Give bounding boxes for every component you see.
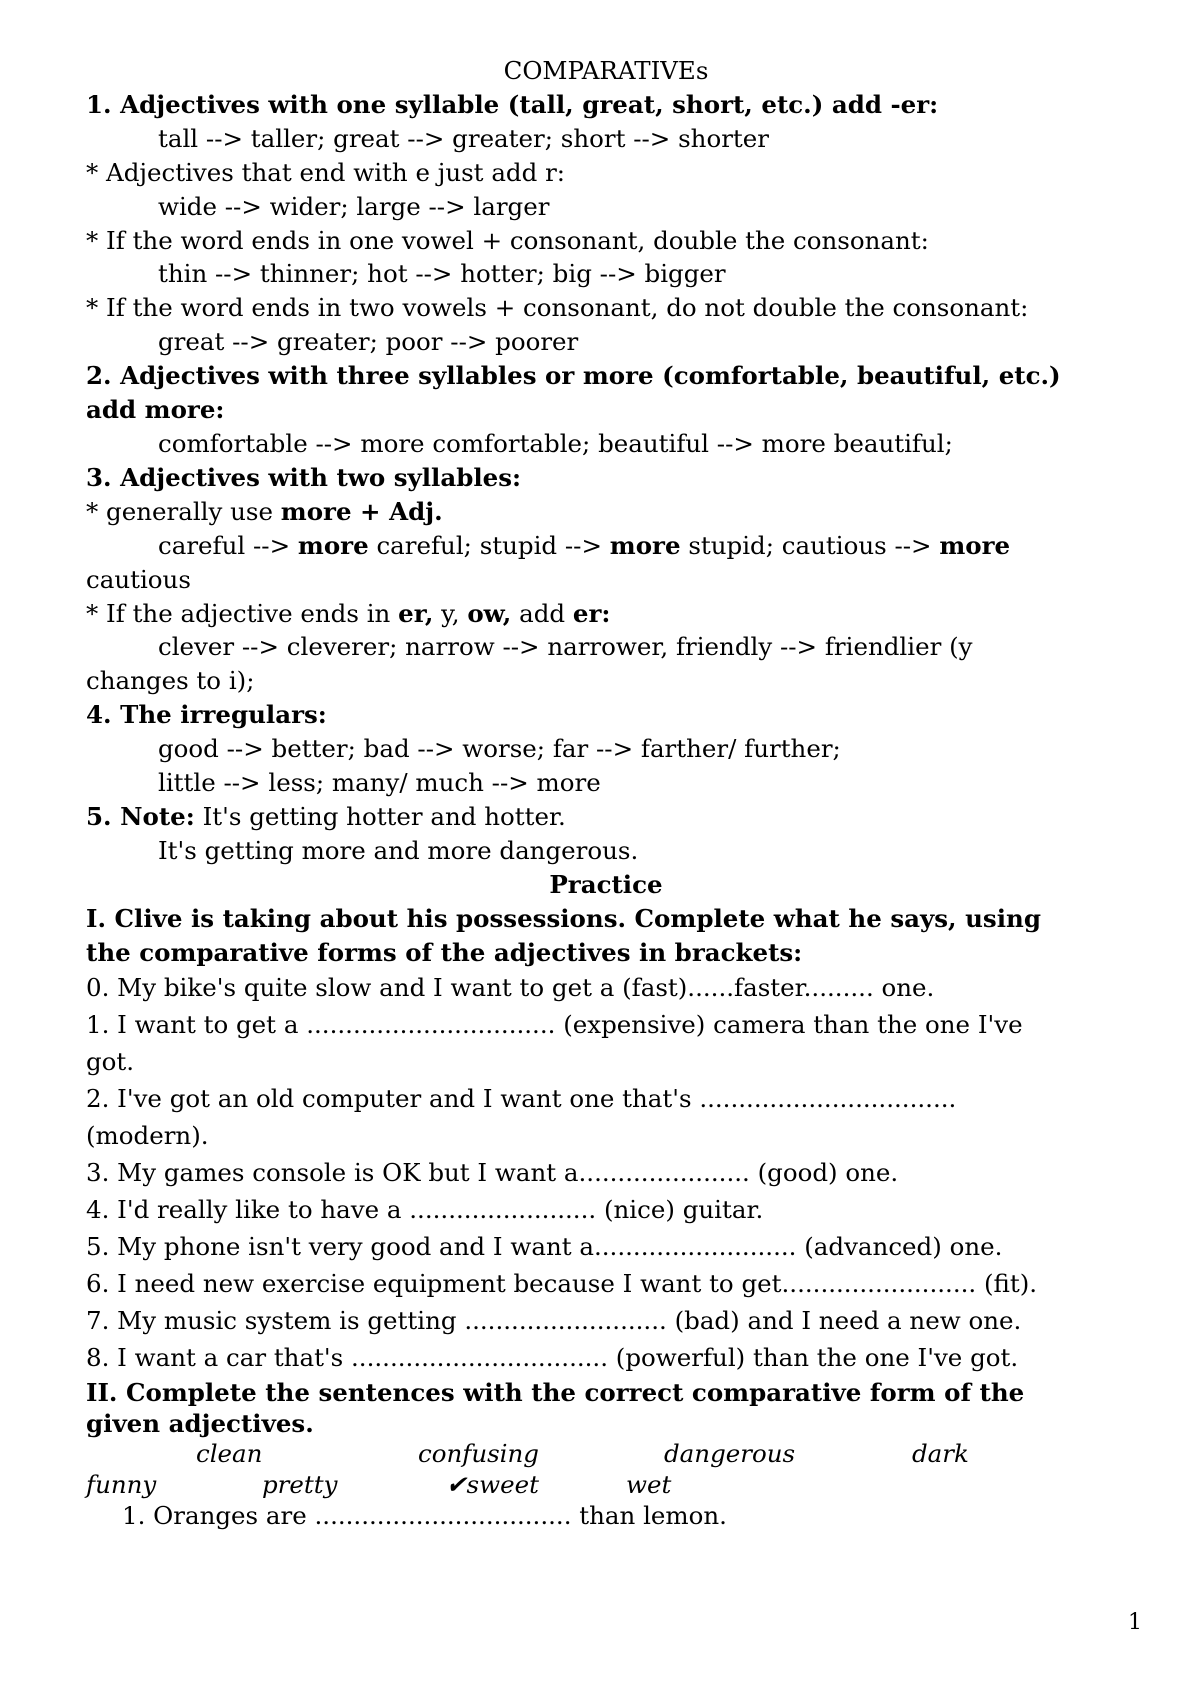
exercise-1-item-2[interactable]: 2. I've got an old computer and I want one that's ................................. — [86, 1084, 957, 1114]
rule-5-heading: 5. Note: — [86, 801, 195, 831]
exercise-1-heading-line-2: the comparative forms of the adjectives in brackets: — [86, 937, 803, 967]
rule-3-example-line-1 — [86, 529, 1126, 563]
rule-1-example-no-double: great --> greater; poor --> poorer — [158, 327, 579, 357]
exercise-1-item-3[interactable]: 3. My games console is OK but I want a...................... (good) one. — [86, 1158, 899, 1188]
rule-3-note-2-ow: ow, — [467, 598, 512, 628]
rule-3-note-2 — [86, 597, 1126, 631]
document-page — [86, 54, 1126, 1531]
rule-3-note-2-add: add — [511, 598, 573, 628]
rule-2-heading-line-2: add more: — [86, 395, 225, 425]
exercise-1-item-5[interactable]: 5. My phone isn't very good and I want a.......................... (advanced) one. — [86, 1232, 1003, 1262]
exercise-1-item-0: 0. My bike's quite slow and I want to get a (fast)......faster......... one. — [86, 973, 935, 1003]
rule-1-example-e: wide --> wider; large --> larger — [158, 191, 550, 221]
rule-5-example-2: It's getting more and more dangerous. — [158, 835, 639, 865]
word-bank-item: confusing — [418, 1439, 539, 1469]
rule-2-heading-line-1: 2. Adjectives with three syllables or more (comfortable, beautiful, etc.) — [86, 361, 1061, 391]
exercise-2-item-1[interactable]: 1. Oranges are ................................. than lemon. — [122, 1501, 727, 1531]
rule-1-note-double: * If the word ends in one vowel + consonant, double the consonant: — [86, 225, 929, 255]
exercise-1-item-1[interactable]: 1. I want to get a ................................ (expensive) camera than the one I've — [86, 1010, 1023, 1040]
rule-3-note-2-text: * If the adjective ends in — [86, 598, 399, 628]
rule-3-note-bold: more + Adj. — [280, 496, 443, 526]
rule-1-example: tall --> taller; great --> greater; short --> shorter — [158, 123, 769, 153]
rule-3-note-2-y: y, — [433, 598, 468, 628]
rule-3-example-careful: careful --> — [158, 530, 298, 560]
word-bank-item-checked: ✔sweet — [446, 1470, 539, 1500]
rule-4-heading: 4. The irregulars: — [86, 700, 327, 730]
rule-3-more-3: more — [939, 530, 1011, 560]
rule-5 — [86, 800, 1126, 834]
rule-3-more-2: more — [609, 530, 681, 560]
word-bank-item: pretty — [262, 1470, 338, 1500]
word-bank-item: dark — [912, 1439, 969, 1469]
page-number: 1 — [1128, 1610, 1142, 1635]
rule-4-example-1: good --> better; bad --> worse; far --> farther/ further; — [158, 734, 841, 764]
rule-1-example-double: thin --> thinner; hot --> hotter; big --> bigger — [158, 259, 726, 289]
exercise-1-item-6[interactable]: 6. I need new exercise equipment because I want to get......................... (fit). — [86, 1269, 1038, 1299]
exercise-2-heading-line-1: II. Complete the sentences with the correct comparative form of the — [86, 1378, 1025, 1408]
word-bank-item: clean — [196, 1439, 263, 1469]
rule-3-example-line-2: cautious — [86, 564, 191, 594]
rule-3-more-1: more — [297, 530, 369, 560]
rule-3-note-2-er: er, — [398, 598, 434, 628]
practice-title: Practice — [549, 869, 663, 899]
rule-5-example-1: It's getting hotter and hotter. — [194, 801, 566, 831]
exercise-2-heading-line-2: given adjectives. — [86, 1409, 314, 1439]
exercise-1-item-8[interactable]: 8. I want a car that's ................................. (powerful) than the one I've got. — [86, 1343, 1019, 1373]
document-title: COMPARATIVEs — [503, 56, 709, 85]
rule-2-example: comfortable --> more comfortable; beautiful --> more beautiful; — [158, 428, 953, 458]
word-bank-item: wet — [626, 1470, 672, 1500]
rule-3-note — [86, 495, 1126, 529]
exercise-1-item-7[interactable]: 7. My music system is getting .......................... (bad) and I need a new one. — [86, 1306, 1022, 1336]
exercise-1-item-1-cont: got. — [86, 1047, 135, 1077]
rule-3-example-cautious: stupid; cautious --> — [680, 530, 940, 560]
rule-3-heading: 3. Adjectives with two syllables: — [86, 462, 522, 492]
rule-3-example-2-line-2: changes to i); — [86, 666, 255, 696]
word-bank-row-1 — [86, 1438, 1126, 1469]
rule-3-example-stupid: careful; stupid --> — [368, 530, 610, 560]
rule-1-note-no-double: * If the word ends in two vowels + consonant, do not double the consonant: — [86, 293, 1029, 323]
rule-4-example-2: little --> less; many/ much --> more — [158, 768, 601, 798]
exercise-1-item-2-cont: (modern). — [86, 1121, 209, 1151]
rule-3-note-2-er2: er: — [572, 598, 611, 628]
word-bank-item: funny — [86, 1470, 157, 1500]
rule-1-note-e: * Adjectives that end with e just add r: — [86, 157, 566, 187]
exercise-1-item-4[interactable]: 4. I'd really like to have a ........................ (nice) guitar. — [86, 1195, 764, 1225]
word-bank-item: dangerous — [664, 1439, 796, 1469]
rule-3-note-text: * generally use — [86, 496, 281, 526]
exercise-1-heading-line-1: I. Clive is taking about his possessions. Complete what he says, using — [86, 903, 1041, 933]
rule-1-heading: 1. Adjectives with one syllable (tall, great, short, etc.) add -er: — [86, 89, 939, 119]
rule-3-example-2-line-1: clever --> cleverer; narrow --> narrower, friendly --> friendlier (y — [158, 632, 973, 662]
word-bank-row-2 — [86, 1469, 1126, 1500]
